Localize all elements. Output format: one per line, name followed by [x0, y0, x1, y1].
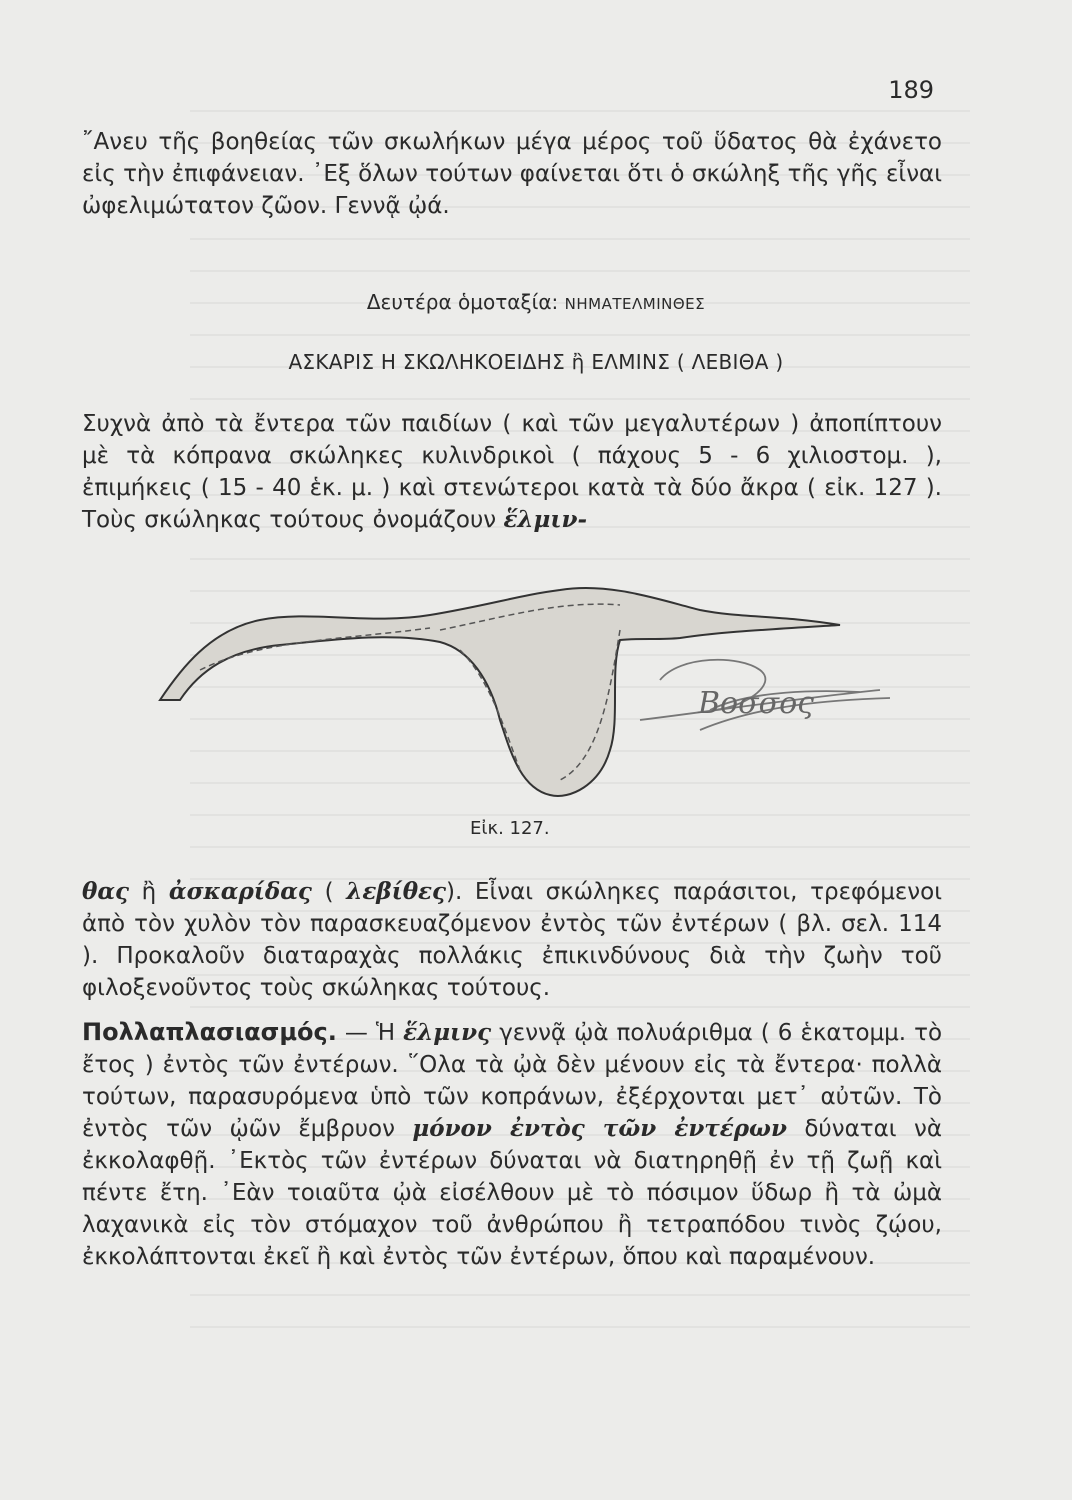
section-subheading: ΑΣΚΑΡΙΣ Η ΣΚΩΛΗΚΟΕΙΔΗΣ ἢ ΕΛΜΙΝΣ ( ΛΕΒΙΘΑ )	[288, 350, 784, 374]
p4-italic-word: ἕλμινς	[403, 1019, 492, 1046]
worm-illustration	[140, 570, 900, 850]
paragraph-1	[82, 126, 942, 222]
paragraph-2	[82, 408, 942, 536]
heading-name: ΝΗΜΑΤΕΛΜΙΝΘΕΣ	[564, 295, 706, 313]
paragraph-2-text: Συχνὰ ἀπὸ τὰ ἔντερα τῶν παιδίων ( καὶ τῶν μεγαλυτέρων ) ἀποπίπτουν μὲ τὰ κόπρανα σκώληκες κυλινδρικοὶ ( πάχους 5 - 6 χιλιοστομ. ), ἐπιμήκεις ( 15 - 40 ἑκ. μ. ) καὶ στενώτεροι κατὰ τὰ δύο ἄκρα ( εἰκ. 127 ). Τοὺς σκώληκας τούτους ὀνομάζουν	[82, 411, 942, 533]
p4-title: Πολλαπλασιασμός.	[82, 1018, 337, 1046]
paragraph-2-italic: ἕλμιν-	[503, 506, 588, 533]
p3-italic-1: θας	[82, 878, 130, 905]
paragraph-3	[82, 876, 942, 1004]
p4-italic-phrase: μόνον ἐντὸς τῶν ἐντέρων	[412, 1115, 787, 1142]
signature-text: Βοσσος	[698, 686, 814, 721]
p4-text-b: δύναται νὰ ἐκκολαφθῇ. ᾿Εκτὸς τῶν ἐντέρων δύναται νὰ διατηρηθῇ ἐν τῇ ζωῇ καὶ πέντε ἔτη. ᾿Εὰν τοιαῦτα ᾠὰ εἰσέλθουν μὲ τὸ πόσιμον ὕδωρ ἢ τὰ ὠμὰ λαχανικὰ εἰς τὸν στόμαχον τοῦ ἀνθρώπου ἢ τετραπόδου τινὸς ζῴου, ἐκκολάπτονται ἐκεῖ ἢ καὶ ἐντὸς τῶν ἐντέρων, ὅπου καὶ παραμένουν.	[82, 1116, 942, 1270]
p3-connector: ἢ	[141, 879, 157, 905]
heading-prefix: Δευτέρα ὁμοταξία:	[366, 290, 559, 314]
figure-caption: Εἰκ. 127.	[470, 818, 550, 839]
paragraph-1-text: ῎Ανευ τῆς βοηθείας τῶν σκωλήκων μέγα μέρος τοῦ ὕδατος θὰ ἐχάνετο εἰς τὴν ἐπιφάνειαν. ᾿Εξ ὅλων τούτων φαίνεται ὅτι ὁ σκώληξ τῆς γῆς εἶναι ὠφελιμώτατον ζῶον. Γεννᾷ ᾠά.	[82, 129, 942, 219]
page-number: 189	[888, 76, 934, 104]
paragraph-4	[82, 1016, 942, 1273]
p4-text-a: γεννᾷ ᾠὰ πολυάριθμα ( 6 ἑκατομμ. τὸ ἔτος ) ἐντὸς τῶν ἐντέρων. ῞Ολα τὰ ᾠὰ δὲν μένουν εἰς τὰ ἔντερα· πολλὰ τούτων, παρασυρόμενα ὑπὸ τῶν κοπράνων, ἐξέρχονται μετ᾿ αὐτῶν. Τὸ ἐντὸς τῶν ᾠῶν ἔμβρυον	[82, 1020, 943, 1142]
p3-text: ). Εἶναι σκώληκες παράσιτοι, τρεφόμενοι ἀπὸ τὸν χυλὸν τὸν παρασκευαζόμενον ἐντὸς τῶν ἐντέρων ( βλ. σελ. 114 ). Προκαλοῦν διαταραχὰς πολλάκις ἐπικινδύνους διὰ τὴν ζωὴν τοῦ φιλοξενοῦντος τοὺς σκώληκας τούτους.	[82, 879, 943, 1001]
p3-italic-3: λεβίθες	[346, 878, 447, 905]
p4-dash: — Ἡ	[344, 1020, 396, 1046]
p3-open-paren: (	[324, 879, 334, 905]
signature	[640, 660, 890, 730]
p3-italic-2: ἀσκαρίδας	[168, 878, 312, 905]
section-heading	[0, 290, 1072, 314]
